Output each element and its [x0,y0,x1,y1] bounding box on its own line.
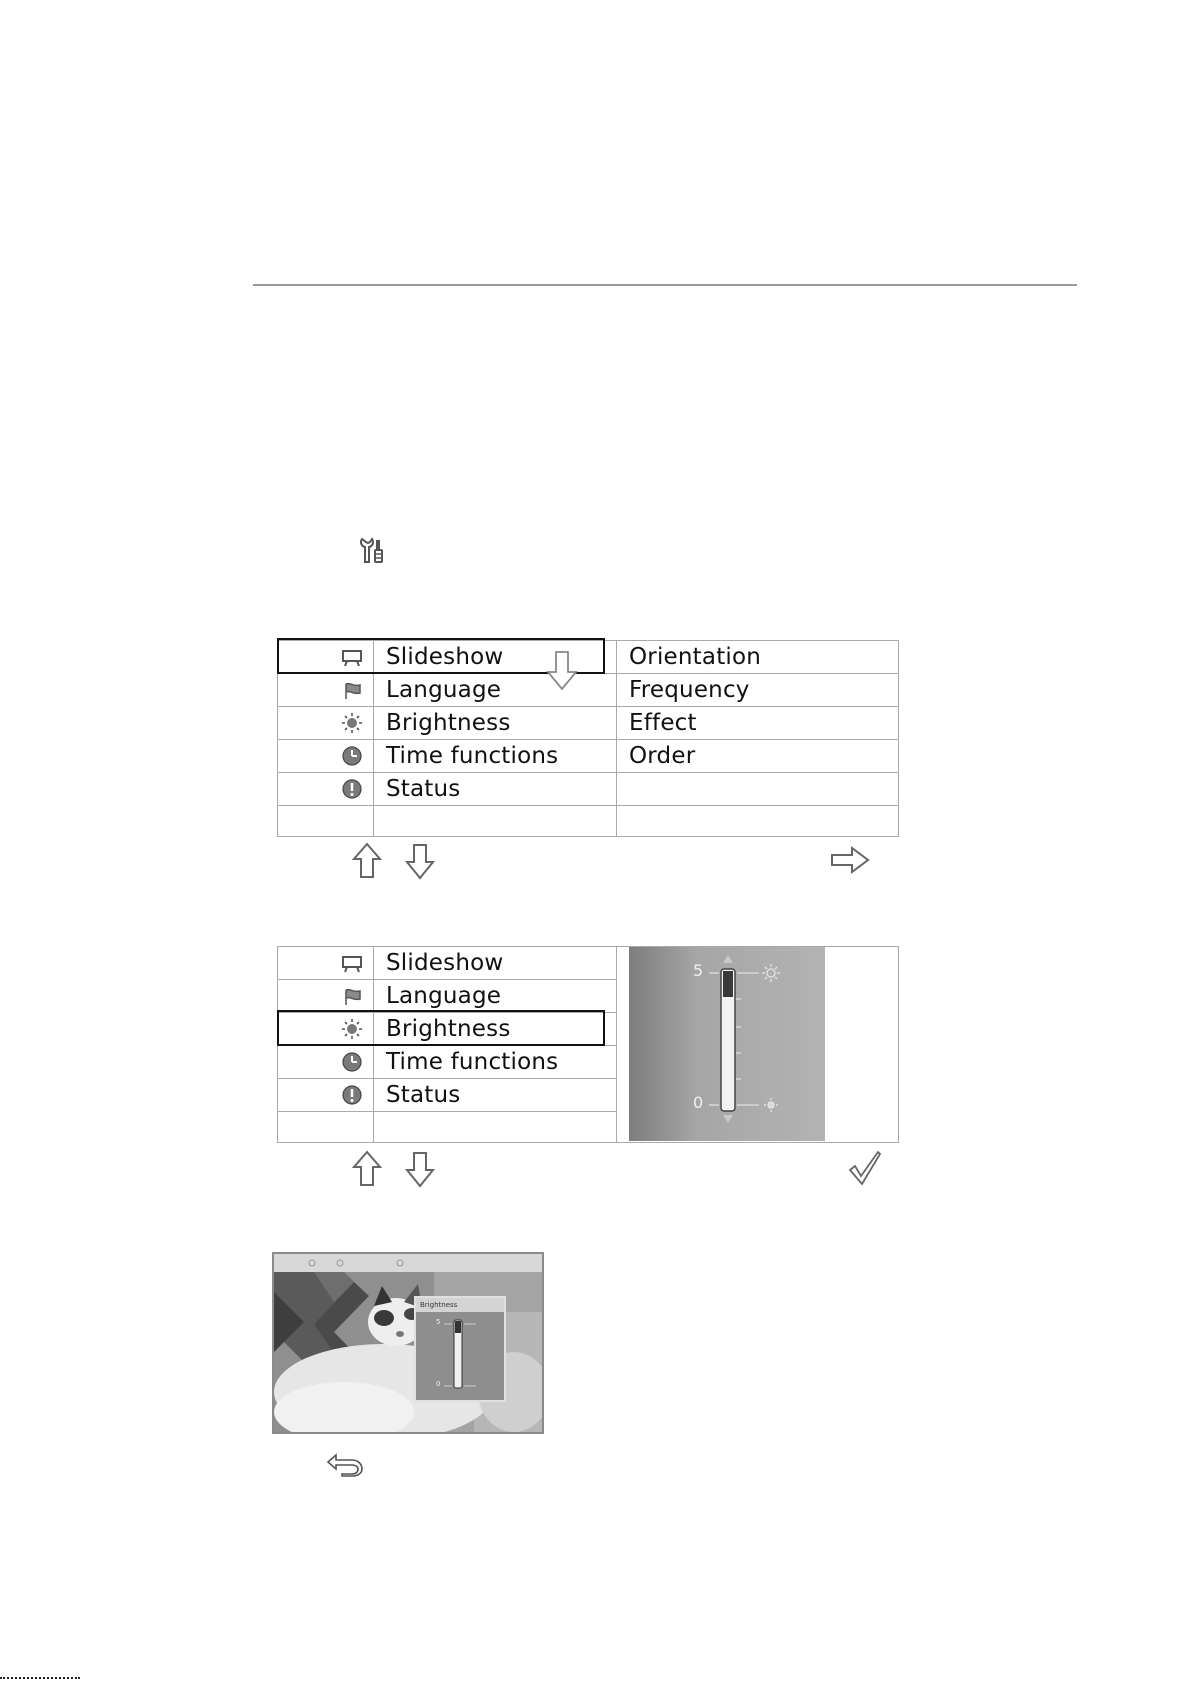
settings-menu-brightness [277,946,899,1143]
menu-item-label: Time functions [374,740,617,773]
menu-item-label: Status [374,773,617,806]
menu-row-brightness[interactable] [278,707,899,740]
menu-item-label: Slideshow [374,641,617,674]
popup-slider-min-label: 0 [436,1380,441,1388]
menu-item-label: Slideshow [374,947,617,980]
brightness-panel [617,947,899,1143]
arrow-down-icon[interactable] [405,1150,435,1188]
settings-menu-table [277,946,899,1143]
submenu-item-label[interactable]: Frequency [617,674,899,707]
menu-row-language[interactable] [278,674,899,707]
flag-icon [343,986,363,1005]
status-icon [341,1085,363,1104]
slider-max-label: 5 [693,961,704,980]
slideshow-icon [341,647,363,666]
section-divider [253,284,1077,286]
menu-item-label: Time functions [374,1046,617,1079]
preview-toolbar [274,1254,542,1273]
settings-menu-slideshow [277,640,899,837]
submenu-item-label[interactable]: Order [617,740,899,773]
status-icon [341,779,363,798]
settings-menu-table [277,640,899,837]
checkmark-icon[interactable] [848,1150,882,1186]
menu-item-label: Brightness [374,707,617,740]
brightness-popup [414,1296,506,1402]
popup-title: Brightness [416,1298,504,1312]
brightness-icon [341,713,363,732]
arrow-right-icon[interactable] [830,846,870,874]
clock-icon [341,746,363,765]
page-footer-marks [0,1677,80,1683]
submenu-item-label[interactable]: Effect [617,707,899,740]
menu-row-status[interactable] [278,773,899,806]
arrow-up-icon[interactable] [352,842,382,880]
slider-min-label: 0 [693,1093,704,1112]
menu-item-label: Language [374,980,617,1013]
menu-item-label: Brightness [374,1013,617,1046]
menu-item-label: Status [374,1079,617,1112]
menu-item-label: Language [374,674,617,707]
brightness-slider-panel [629,947,825,1141]
menu-row-slideshow[interactable] [278,641,899,674]
menu-row-empty [278,806,899,837]
back-arrow-icon[interactable] [326,1452,364,1478]
menu-row-time-functions[interactable] [278,740,899,773]
menu-row-slideshow[interactable] [278,947,899,980]
arrow-up-icon[interactable] [352,1150,382,1188]
flag-icon [343,680,363,699]
settings-tools-icon [358,536,388,566]
submenu-item-label[interactable]: Orientation [617,641,899,674]
photo-preview [272,1252,544,1434]
brightness-slider[interactable] [717,967,739,1113]
arrow-down-icon [545,650,579,696]
popup-slider-max-label: 5 [436,1318,441,1326]
clock-icon [341,1052,363,1071]
arrow-down-icon[interactable] [405,842,435,880]
brightness-icon [341,1019,363,1038]
slideshow-icon [341,953,363,972]
